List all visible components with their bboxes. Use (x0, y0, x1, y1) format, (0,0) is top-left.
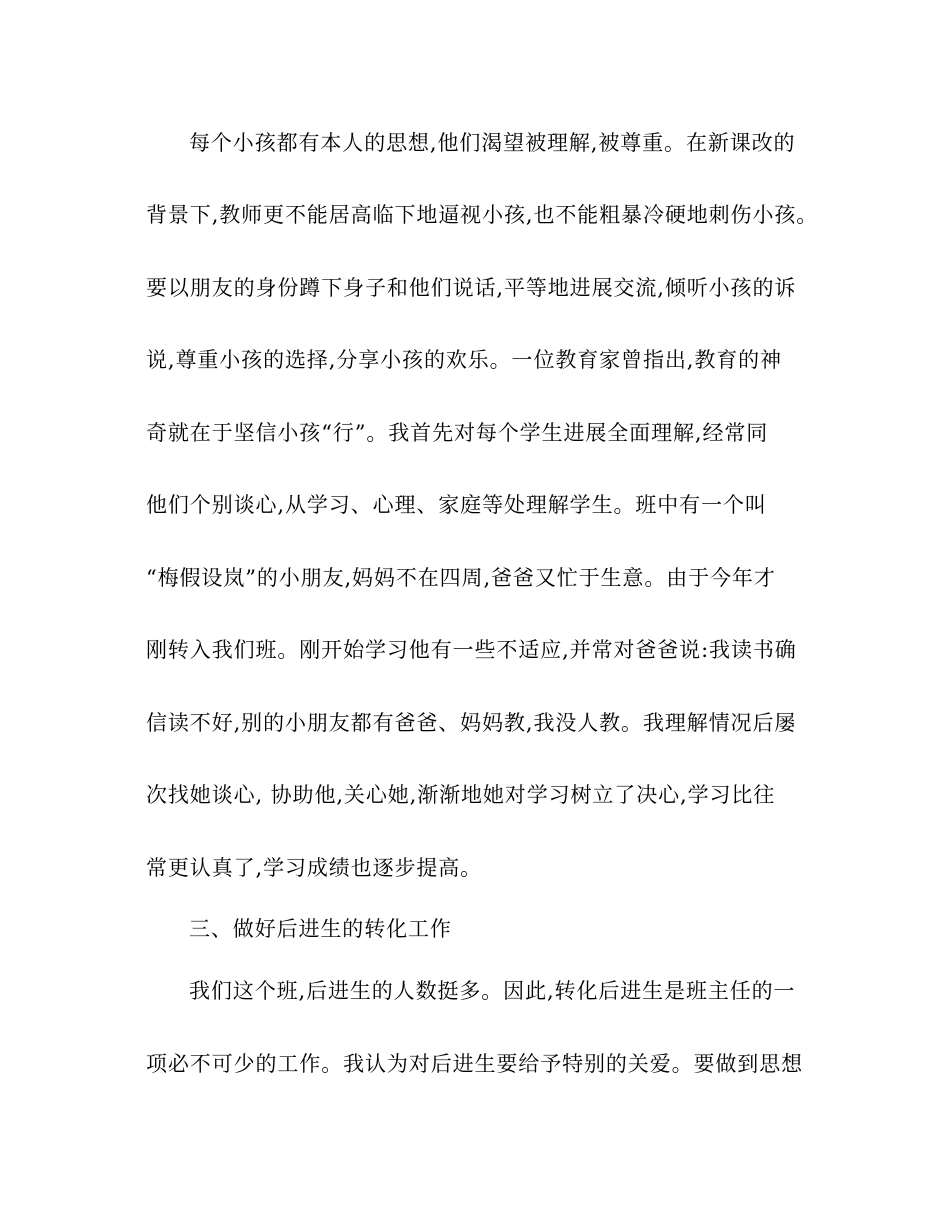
paragraph-line: 我们这个班,后进生的人数挺多。因此,转化后进生是班主任的一 (189, 979, 796, 1003)
paragraph-line: 要以朋友的身份蹲下身子和他们说话,平等地进展交流,倾听小孩的诉 (146, 276, 797, 300)
section-heading: 三、做好后进生的转化工作 (189, 917, 452, 941)
paragraph-line: 信读不好,别的小朋友都有爸爸、妈妈教,我没人教。我理解情况后屡 (146, 711, 797, 735)
paragraph-line: 每个小孩都有本人的思想,他们渴望被理解,被尊重。在新课改的 (189, 131, 796, 155)
paragraph-line: 背景下,教师更不能居高临下地逼视小孩,也不能粗暴冷硬地刺伤小孩。 (146, 203, 819, 227)
paragraph-line: 项必不可少的工作。我认为对后进生要给予特别的关爱。要做到思想 (146, 1052, 803, 1076)
paragraph-line: “梅假设岚”的小朋友,妈妈不在四周,爸爸又忙于生意。由于今年才 (146, 566, 776, 590)
paragraph-line: 说,尊重小孩的选择,分享小孩的欢乐。一位教育家曾指出,教育的神 (146, 348, 782, 372)
paragraph-line: 奇就在于坚信小孩“行”。我首先对每个学生进展全面理解,经常同 (146, 421, 769, 445)
paragraph-line: 次找她谈心, 协助他,关心她,渐渐地她对学习树立了决心,学习比往 (146, 783, 776, 807)
paragraph-line: 他们个别谈心,从学习、心理、家庭等处理解学生。班中有一个叫 (146, 493, 767, 517)
paragraph-line: 常更认真了,学习成绩也逐步提高。 (146, 856, 483, 880)
paragraph-line: 刚转入我们班。刚开始学习他有一些不适应,并常对爸爸说:我读书确 (146, 638, 797, 662)
